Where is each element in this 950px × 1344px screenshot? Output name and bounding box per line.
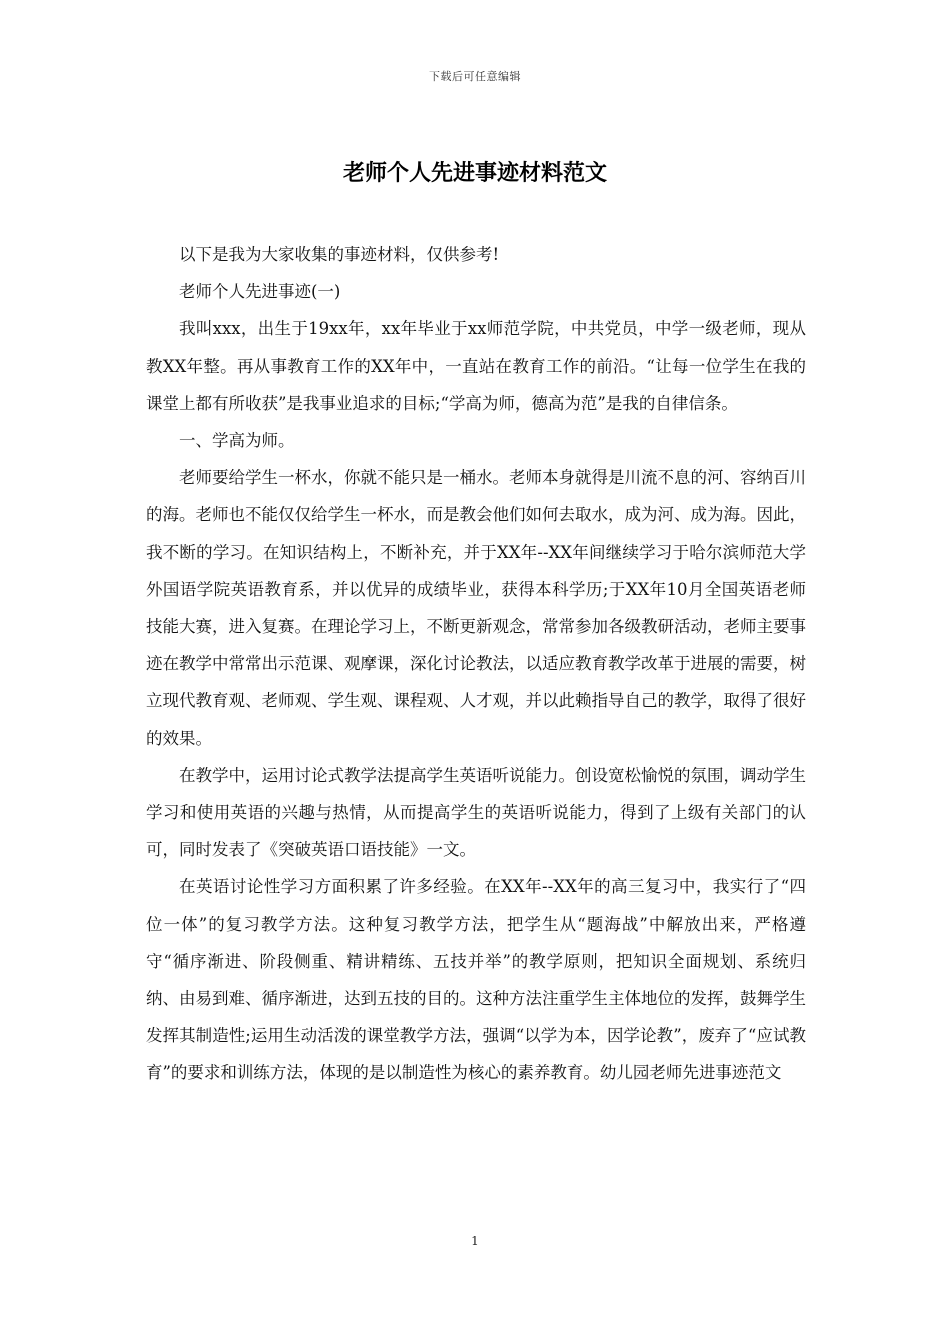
body-paragraph: 在英语讨论性学习方面积累了许多经验。在XX年--XX年的高三复习中，我实行了“四位一体”的复习教学方法。这种复习教学方法，把学生从“题海战”中解放出来，严格遵守“循序渐进、阶段侧重、精讲精练、五技并举”的教学原则，把知识全面规划、系统归纳、由易到难、循序渐进，达到五技的目的。这种方法注重学生主体地位的发挥，鼓舞学生发挥其制造性;运用生动活泼的课堂教学方法，强调“以学为本，因学论教”，废弃了“应试教育”的要求和训练方法，体现的是以制造性为核心的素养教育。幼儿园老师先进事迹范文 — [146, 877, 806, 1083]
page-number: 1 — [471, 1234, 479, 1248]
page-header: 下载后可任意编辑 — [429, 70, 521, 83]
document-body — [146, 236, 806, 1092]
body-paragraph: 在教学中，运用讨论式教学法提高学生英语听说能力。创设宽松愉悦的氛围，调动学生学习和使用英语的兴趣与热情，从而提高学生的英语听说能力，得到了上级有关部门的认可，同时发表了《突破英语口语技能》一文。 — [146, 765, 806, 860]
subsection-heading: 一、学高为师。 — [179, 431, 295, 451]
document-title: 老师个人先进事迹材料范文 — [342, 160, 607, 186]
section-heading: 老师个人先进事迹(一) — [179, 282, 341, 302]
intro-paragraph: 以下是我为大家收集的事迹材料，仅供参考! — [179, 245, 500, 264]
body-paragraph: 我叫xxx，出生于19xx年，xx年毕业于xx师范学院，中共党员，中学一级老师，现从教XX年整。再从事教育工作的XX年中，一直站在教育工作的前沿。“让每一位学生在我的课堂上都有所收获”是我事业追求的目标;“学高为师，德高为范”是我的自律信条。 — [146, 319, 806, 413]
body-paragraph: 老师要给学生一杯水，你就不能只是一桶水。老师本身就得是川流不息的河、容纳百川的海。老师也不能仅仅给学生一杯水，而是教会他们如何去取水，成为河、成为海。因此，我不断的学习。在知识结构上，不断补充，并于XX年--XX年间继续学习于哈尔滨师范大学外国语学院英语教育系，并以优异的成绩毕业，获得本科学历;于XX年10月全国英语老师技能大赛，进入复赛。在理论学习上，不断更新观念，常常参加各级教研活动，老师主要事迹在教学中常常出示范课、观摩课，深化讨论教法，以适应教育教学改革于进展的需要，树立现代教育观、老师观、学生观、课程观、人才观，并以此赖指导自己的教学，取得了很好的效果。 — [146, 468, 806, 748]
